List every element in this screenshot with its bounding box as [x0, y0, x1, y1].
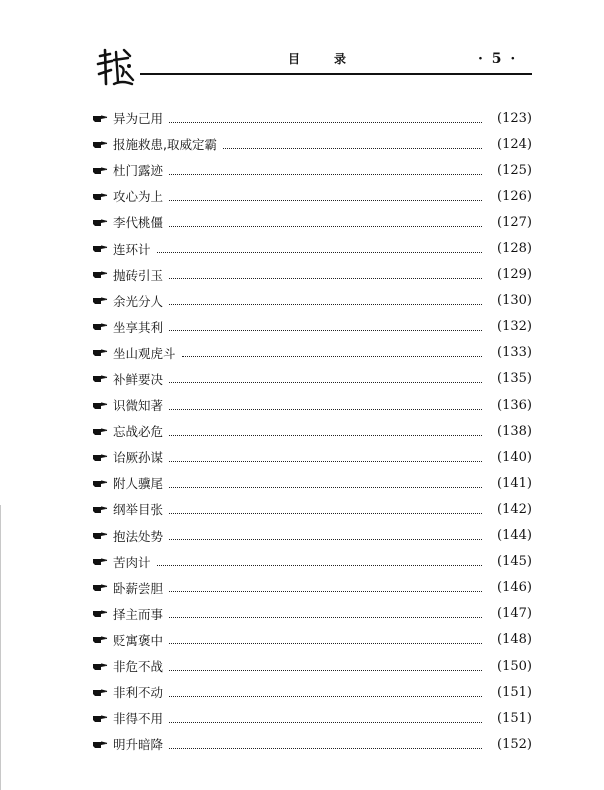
dot-leader	[157, 252, 482, 253]
dot-leader	[182, 356, 482, 357]
table-of-contents	[92, 105, 532, 757]
toc-entry-title: 附人骥尾	[113, 476, 164, 492]
toc-entry-title: 坐享其利	[113, 319, 164, 335]
toc-entry	[92, 418, 532, 444]
toc-entry-title: 识微知著	[113, 398, 164, 414]
dot-leader	[223, 148, 482, 149]
pointing-hand-icon	[92, 270, 108, 279]
pointing-hand-icon	[92, 348, 108, 357]
toc-entry-page: (123)	[497, 110, 532, 126]
pointing-hand-icon	[92, 453, 108, 462]
toc-entry	[92, 392, 532, 418]
toc-entry	[92, 444, 532, 470]
toc-entry-title: 非利不动	[113, 685, 164, 701]
pointing-hand-icon	[92, 740, 108, 749]
toc-entry	[92, 679, 532, 705]
dot-leader	[169, 278, 482, 279]
toc-entry-title: 抱法处势	[113, 528, 164, 544]
toc-entry-title: 李代桃僵	[113, 215, 164, 231]
page-number: · 5 ·	[478, 51, 518, 67]
pointing-hand-icon	[92, 296, 108, 305]
toc-entry-page: (152)	[497, 736, 532, 752]
toc-entry-title: 贬寓褒中	[113, 632, 164, 648]
toc-entry-page: (151)	[497, 684, 532, 700]
pointing-hand-icon	[92, 322, 108, 331]
toc-entry-page: (141)	[497, 475, 532, 491]
pointing-hand-icon	[92, 401, 108, 410]
toc-entry-page: (130)	[497, 293, 532, 309]
page-title: 目录	[288, 52, 381, 66]
pointing-hand-icon	[92, 662, 108, 671]
pointing-hand-icon	[92, 166, 108, 175]
toc-entry-title: 抛砖引玉	[113, 267, 164, 283]
toc-entry	[92, 653, 532, 679]
toc-entry	[92, 549, 532, 575]
dot-leader	[169, 591, 482, 592]
page-edge	[0, 505, 1, 790]
toc-entry	[92, 105, 532, 131]
toc-entry	[92, 731, 532, 757]
pointing-hand-icon	[92, 609, 108, 618]
toc-entry-page: (148)	[497, 632, 532, 648]
toc-entry-page: (124)	[497, 136, 532, 152]
toc-entry-page: (140)	[497, 449, 532, 465]
dot-leader	[169, 226, 482, 227]
toc-entry	[92, 705, 532, 731]
dot-leader	[169, 643, 482, 644]
dot-leader	[169, 330, 482, 331]
toc-entry-title: 连环计	[113, 241, 151, 257]
dot-leader	[169, 382, 482, 383]
toc-entry-page: (145)	[497, 554, 532, 570]
toc-entry-title: 择主而事	[113, 606, 164, 622]
dot-leader	[169, 513, 482, 514]
toc-entry-title: 诒厥孙谋	[113, 450, 164, 466]
toc-entry-page: (133)	[497, 345, 532, 361]
dot-leader	[169, 304, 482, 305]
dot-leader	[169, 722, 482, 723]
toc-entry-page: (150)	[497, 658, 532, 674]
pointing-hand-icon	[92, 374, 108, 383]
toc-entry	[92, 157, 532, 183]
pointing-hand-icon	[92, 244, 108, 253]
dot-leader	[157, 565, 482, 566]
toc-entry	[92, 131, 532, 157]
toc-entry	[92, 235, 532, 261]
pointing-hand-icon	[92, 531, 108, 540]
toc-entry-title: 明升暗降	[113, 737, 164, 753]
toc-entry	[92, 627, 532, 653]
pointing-hand-icon	[92, 557, 108, 566]
toc-entry	[92, 183, 532, 209]
pointing-hand-icon	[92, 714, 108, 723]
pointing-hand-icon	[92, 505, 108, 514]
pointing-hand-icon	[92, 192, 108, 201]
toc-entry-page: (142)	[497, 501, 532, 517]
toc-entry-title: 纲举目张	[113, 502, 164, 518]
calligraphy-emblem-icon	[96, 46, 136, 88]
toc-entry-page: (146)	[497, 580, 532, 596]
toc-entry	[92, 314, 532, 340]
pointing-hand-icon	[92, 479, 108, 488]
toc-entry-page: (129)	[497, 267, 532, 283]
toc-entry-page: (138)	[497, 423, 532, 439]
toc-entry-title: 杜门露迹	[113, 163, 164, 179]
toc-entry-page: (128)	[497, 241, 532, 257]
pointing-hand-icon	[92, 688, 108, 697]
pointing-hand-icon	[92, 218, 108, 227]
toc-entry-title: 报施救患,取威定霸	[113, 137, 217, 153]
toc-entry-title: 卧薪尝胆	[113, 580, 164, 596]
toc-entry-title: 坐山观虎斗	[113, 345, 176, 361]
pointing-hand-icon	[92, 140, 108, 149]
toc-entry-title: 异为己用	[113, 111, 164, 127]
pointing-hand-icon	[92, 114, 108, 123]
dot-leader	[169, 122, 482, 123]
toc-entry-page: (144)	[497, 528, 532, 544]
toc-entry-page: (126)	[497, 188, 532, 204]
pointing-hand-icon	[92, 583, 108, 592]
dot-leader	[169, 539, 482, 540]
toc-entry-page: (147)	[497, 606, 532, 622]
dot-leader	[169, 200, 482, 201]
toc-entry	[92, 496, 532, 522]
toc-entry	[92, 262, 532, 288]
dot-leader	[169, 487, 482, 488]
toc-entry	[92, 340, 532, 366]
toc-entry-page: (125)	[497, 162, 532, 178]
toc-entry-page: (151)	[497, 710, 532, 726]
toc-entry-page: (136)	[497, 397, 532, 413]
dot-leader	[169, 409, 482, 410]
toc-entry-title: 补鲜要决	[113, 371, 164, 387]
pointing-hand-icon	[92, 427, 108, 436]
toc-entry	[92, 366, 532, 392]
dot-leader	[169, 617, 482, 618]
dot-leader	[169, 670, 482, 671]
toc-entry-title: 忘战必危	[113, 424, 164, 440]
pointing-hand-icon	[92, 635, 108, 644]
dot-leader	[169, 174, 482, 175]
dot-leader	[169, 435, 482, 436]
toc-entry-title: 苦肉计	[113, 554, 151, 570]
toc-entry-title: 非危不战	[113, 659, 164, 675]
toc-entry	[92, 470, 532, 496]
toc-entry-title: 余光分人	[113, 293, 164, 309]
toc-entry	[92, 601, 532, 627]
header-rule	[140, 73, 532, 75]
toc-entry-title: 非得不用	[113, 711, 164, 727]
toc-entry	[92, 523, 532, 549]
toc-entry-page: (135)	[497, 371, 532, 387]
toc-entry	[92, 209, 532, 235]
dot-leader	[169, 696, 482, 697]
toc-entry-page: (132)	[497, 319, 532, 335]
toc-entry-page: (127)	[497, 214, 532, 230]
dot-leader	[169, 748, 482, 749]
page-header	[0, 0, 604, 100]
toc-entry-title: 攻心为上	[113, 189, 164, 205]
toc-entry	[92, 288, 532, 314]
toc-entry	[92, 575, 532, 601]
dot-leader	[169, 461, 482, 462]
